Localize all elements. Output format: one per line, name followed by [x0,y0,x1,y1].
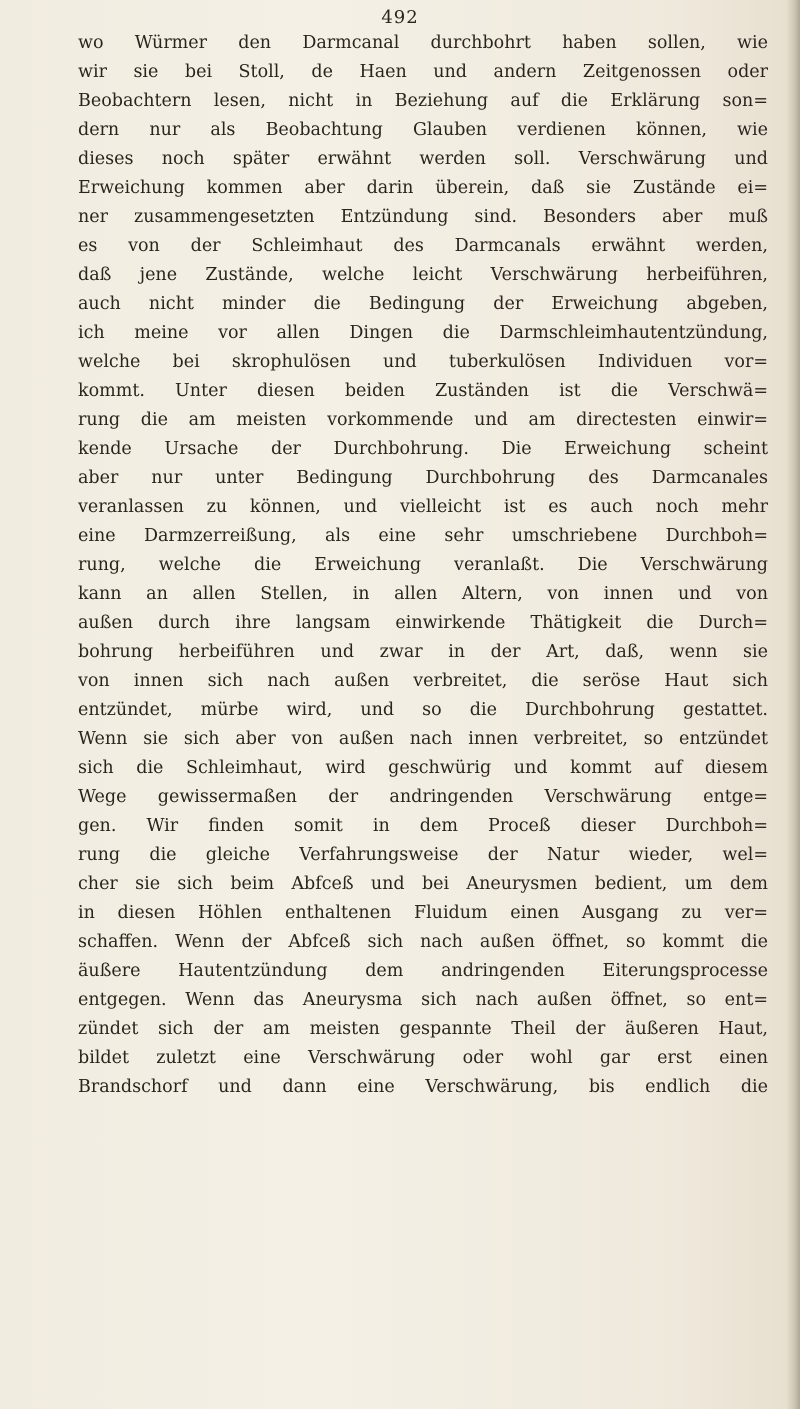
text-line: daß jene Zustände, welche leicht Verschwärung herbeiführen, [78,265,768,285]
text-line: sich die Schleimhaut, wird geschwürig und kommt auf diesem [78,758,768,778]
text-line: kann an allen Stellen, in allen Altern, von innen und von [78,584,768,604]
text-line: rung die gleiche Verfahrungsweise der Natur wieder, wel= [78,845,768,865]
text-line: aber nur unter Bedingung Durchbohrung des Darmcanales [78,468,768,488]
text-line: rung die am meisten vorkommende und am directesten einwir= [78,410,768,430]
text-line: welche bei skrophulösen und tuberkulösen Individuen vor= [78,352,768,372]
text-line: wo Würmer den Darmcanal durchbohrt haben sollen, wie [78,33,768,53]
body-text [78,29,768,1102]
text-line: Wenn sie sich aber von außen nach innen verbreitet, so entzündet [78,729,768,749]
text-line: veranlassen zu können, und vielleicht ist es auch noch mehr [78,497,768,517]
text-line: entgegen. Wenn das Aneurysma sich nach außen öffnet, so ent= [78,990,768,1010]
text-line: auch nicht minder die Bedingung der Erweichung abgeben, [78,294,768,314]
text-line: dieses noch später erwähnt werden soll. Verschwärung und [78,149,768,169]
text-line: schaffen. Wenn der Abfceß sich nach außen öffnet, so kommt die [78,932,768,952]
text-line: ich meine vor allen Dingen die Darmschleimhautentzündung, [78,323,768,343]
text-line: bohrung herbeiführen und zwar in der Art, daß, wenn sie [78,642,768,662]
text-line: von innen sich nach außen verbreitet, die seröse Haut sich [78,671,768,691]
text-line: Wege gewissermaßen der andringenden Verschwärung entge= [78,787,768,807]
text-line: bildet zuletzt eine Verschwärung oder wohl gar erst einen [78,1048,768,1068]
text-line: dern nur als Beobachtung Glauben verdienen können, wie [78,120,768,140]
text-line: gen. Wir finden somit in dem Proceß dieser Durchboh= [78,816,768,836]
text-line: äußere Hautentzündung dem andringenden Eiterungsprocesse [78,961,768,981]
text-line: außen durch ihre langsam einwirkende Thätigkeit die Durch= [78,613,768,633]
text-line: kende Ursache der Durchbohrung. Die Erweichung scheint [78,439,768,459]
text-line: es von der Schleimhaut des Darmcanals erwähnt werden, [78,236,768,256]
text-line: zündet sich der am meisten gespannte Theil der äußeren Haut, [78,1019,768,1039]
text-line: cher sie sich beim Abfceß und bei Aneurysmen bedient, um dem [78,874,768,894]
text-line: Beobachtern lesen, nicht in Beziehung auf die Erklärung son= [78,91,768,111]
text-line: entzündet, mürbe wird, und so die Durchbohrung gestattet. [78,700,768,720]
text-line: in diesen Höhlen enthaltenen Fluidum einen Ausgang zu ver= [78,903,768,923]
text-line: wir sie bei Stoll, de Haen und andern Zeitgenossen oder [78,62,768,82]
text-line: ner zusammengesetzten Entzündung sind. Besonders aber muß [78,207,768,227]
text-line: kommt. Unter diesen beiden Zuständen ist die Verschwä= [78,381,768,401]
page-number: 492 [381,7,419,28]
text-line: Brandschorf und dann eine Verschwärung, bis endlich die [78,1077,768,1097]
text-line: eine Darmzerreißung, als eine sehr umschriebene Durchboh= [78,526,768,546]
page-edge-shadow [786,0,800,1409]
text-line: Erweichung kommen aber darin überein, daß sie Zustände ei= [78,178,768,198]
text-line: rung, welche die Erweichung veranlaßt. Die Verschwärung [78,555,768,575]
